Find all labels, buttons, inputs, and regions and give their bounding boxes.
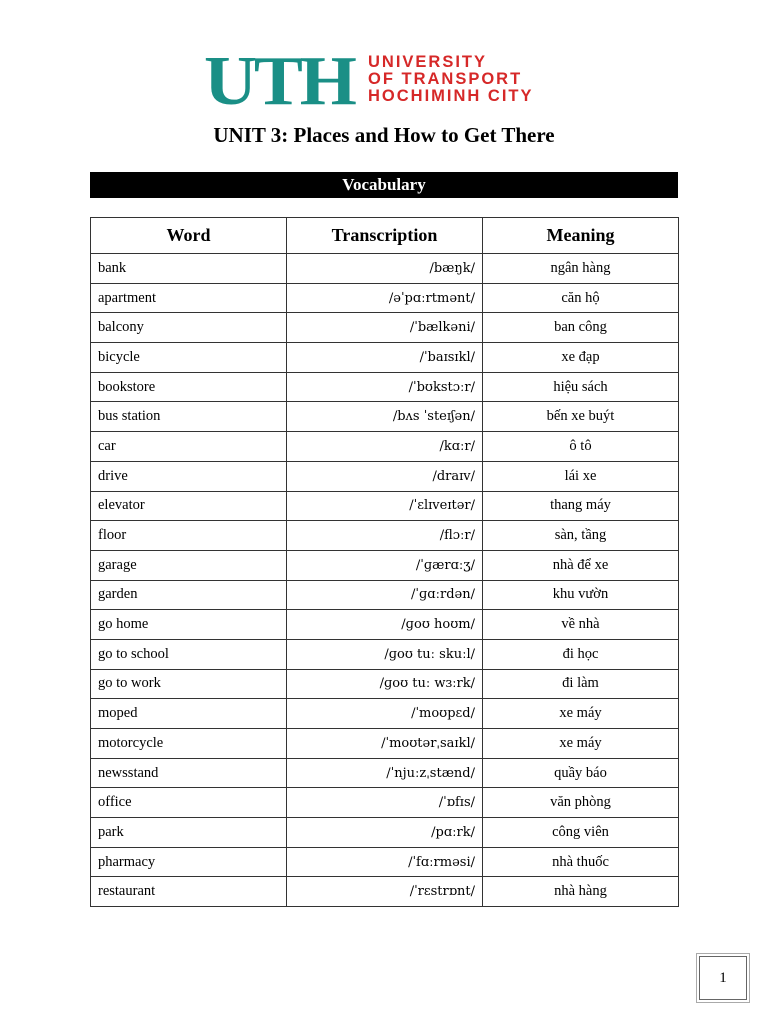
cell-transcription: /ɡoʊ tuː wɜːrk/ — [287, 669, 483, 699]
cell-word: motorcycle — [91, 729, 287, 759]
cell-transcription: /ˈfɑːrməsi/ — [287, 847, 483, 877]
table-row — [91, 491, 679, 521]
cell-word: drive — [91, 461, 287, 491]
cell-word: bookstore — [91, 372, 287, 402]
university-logo — [196, 43, 576, 120]
cell-meaning: bến xe buýt — [483, 402, 679, 432]
cell-word: elevator — [91, 491, 287, 521]
table-row — [91, 283, 679, 313]
table-body — [91, 254, 679, 907]
table-row — [91, 254, 679, 284]
cell-word: go to school — [91, 639, 287, 669]
table-header-row — [91, 218, 679, 254]
cell-meaning: công viên — [483, 818, 679, 848]
cell-meaning: thang máy — [483, 491, 679, 521]
column-header-meaning: Meaning — [483, 218, 679, 254]
cell-meaning: quầy báo — [483, 758, 679, 788]
cell-word: apartment — [91, 283, 287, 313]
logo-line: HOCHIMINH CITY — [368, 87, 534, 105]
cell-word: restaurant — [91, 877, 287, 907]
cell-meaning: căn hộ — [483, 283, 679, 313]
cell-meaning: nhà để xe — [483, 550, 679, 580]
cell-transcription: /əˈpɑːrtmənt/ — [287, 283, 483, 313]
cell-transcription: /ɡoʊ hoʊm/ — [287, 610, 483, 640]
table-row — [91, 639, 679, 669]
cell-meaning: sàn, tầng — [483, 521, 679, 551]
cell-word: go to work — [91, 669, 287, 699]
cell-word: bicycle — [91, 343, 287, 373]
column-header-transcription: Transcription — [287, 218, 483, 254]
cell-meaning: xe máy — [483, 729, 679, 759]
cell-transcription: /ˈɡɑːrdən/ — [287, 580, 483, 610]
cell-word: floor — [91, 521, 287, 551]
cell-meaning: lái xe — [483, 461, 679, 491]
cell-word: pharmacy — [91, 847, 287, 877]
table-row — [91, 372, 679, 402]
cell-meaning: về nhà — [483, 610, 679, 640]
cell-word: moped — [91, 699, 287, 729]
cell-word: garage — [91, 550, 287, 580]
table-row — [91, 313, 679, 343]
table-row — [91, 550, 679, 580]
cell-meaning: ô tô — [483, 432, 679, 462]
cell-word: bank — [91, 254, 287, 284]
cell-transcription: /ˈbælkəni/ — [287, 313, 483, 343]
cell-meaning: văn phòng — [483, 788, 679, 818]
table-row — [91, 432, 679, 462]
page-number: 1 — [699, 956, 747, 1000]
cell-word: park — [91, 818, 287, 848]
cell-meaning: nhà hàng — [483, 877, 679, 907]
column-header-word: Word — [91, 218, 287, 254]
cell-word: garden — [91, 580, 287, 610]
cell-meaning: đi làm — [483, 669, 679, 699]
cell-meaning: xe đạp — [483, 343, 679, 373]
table-row — [91, 402, 679, 432]
cell-transcription: /ˈbʊkstɔːr/ — [287, 372, 483, 402]
cell-transcription: /ˈnjuːzˌstænd/ — [287, 758, 483, 788]
logo-mark: UTH — [204, 43, 354, 120]
cell-transcription: /flɔːr/ — [287, 521, 483, 551]
cell-meaning: xe máy — [483, 699, 679, 729]
cell-transcription: /ˈɒfɪs/ — [287, 788, 483, 818]
table-row — [91, 580, 679, 610]
cell-transcription: /pɑːrk/ — [287, 818, 483, 848]
cell-meaning: đi học — [483, 639, 679, 669]
cell-transcription: /kɑːr/ — [287, 432, 483, 462]
table-row — [91, 699, 679, 729]
cell-transcription: /ˈrɛstrɒnt/ — [287, 877, 483, 907]
table-row — [91, 343, 679, 373]
table-row — [91, 669, 679, 699]
cell-transcription: /bʌs ˈsteɪʃən/ — [287, 402, 483, 432]
cell-meaning: ban công — [483, 313, 679, 343]
cell-transcription: /ɡoʊ tuː skuːl/ — [287, 639, 483, 669]
table-row — [91, 729, 679, 759]
vocabulary-table — [90, 217, 679, 907]
cell-transcription: /ˈbaɪsɪkl/ — [287, 343, 483, 373]
table-row — [91, 818, 679, 848]
table-row — [91, 521, 679, 551]
cell-transcription: /ˈɡærɑːʒ/ — [287, 550, 483, 580]
logo-line: UNIVERSITY — [368, 53, 488, 71]
page-title: UNIT 3: Places and How to Get There — [213, 123, 555, 147]
cell-meaning: khu vườn — [483, 580, 679, 610]
table-row — [91, 788, 679, 818]
cell-word: balcony — [91, 313, 287, 343]
logo-line: OF TRANSPORT — [368, 70, 523, 88]
cell-word: car — [91, 432, 287, 462]
cell-transcription: /ˈɛlɪveɪtər/ — [287, 491, 483, 521]
cell-transcription: /bæŋk/ — [287, 254, 483, 284]
cell-transcription: /draɪv/ — [287, 461, 483, 491]
cell-word: newsstand — [91, 758, 287, 788]
table-row — [91, 877, 679, 907]
cell-transcription: /ˈmoʊtərˌsaɪkl/ — [287, 729, 483, 759]
table-row — [91, 847, 679, 877]
cell-meaning: hiệu sách — [483, 372, 679, 402]
cell-transcription: /ˈmoʊpɛd/ — [287, 699, 483, 729]
cell-meaning: nhà thuốc — [483, 847, 679, 877]
section-heading: Vocabulary — [90, 172, 678, 198]
cell-word: bus station — [91, 402, 287, 432]
logo-text — [368, 54, 534, 105]
table-row — [91, 461, 679, 491]
table-row — [91, 758, 679, 788]
table-row — [91, 610, 679, 640]
cell-meaning: ngân hàng — [483, 254, 679, 284]
cell-word: office — [91, 788, 287, 818]
cell-word: go home — [91, 610, 287, 640]
